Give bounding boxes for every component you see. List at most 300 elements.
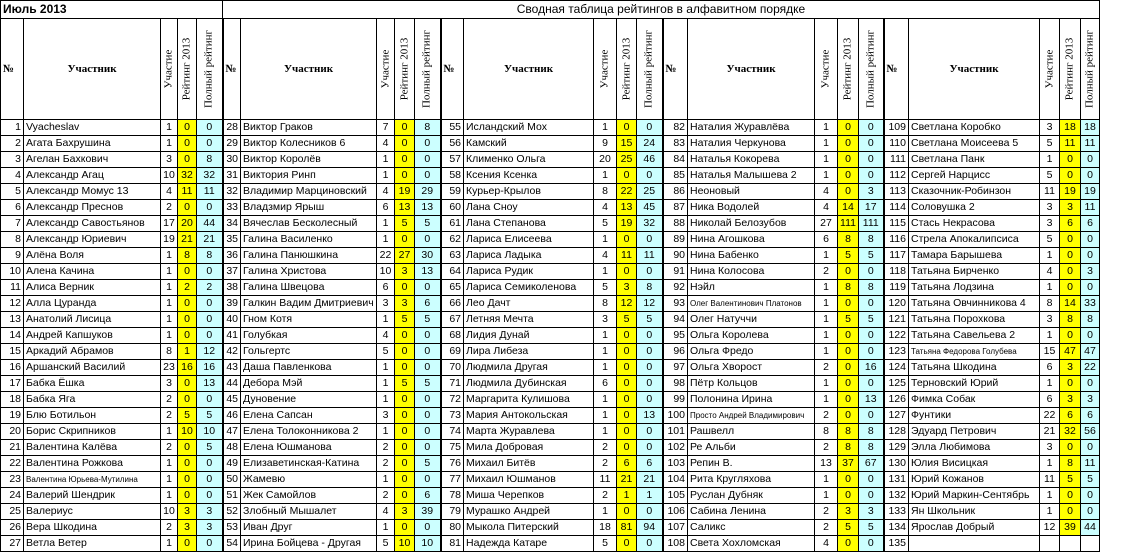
row-number: 83 bbox=[663, 136, 688, 152]
participant-name: Вера Шкодина bbox=[24, 520, 161, 536]
participation-count: 1 bbox=[377, 424, 395, 440]
rating-2013: 0 bbox=[395, 344, 415, 360]
participation-count: 18 bbox=[594, 520, 617, 536]
full-rating: 33 bbox=[1081, 296, 1100, 312]
participation-count: 1 bbox=[377, 376, 395, 392]
row-number: 131 bbox=[884, 472, 909, 488]
full-rating: 8 bbox=[859, 232, 884, 248]
row-number: 92 bbox=[663, 280, 688, 296]
full-rating: 3 bbox=[859, 504, 884, 520]
participation-count: 1 bbox=[815, 248, 838, 264]
table-row bbox=[1, 520, 1100, 536]
full-rating: 0 bbox=[415, 520, 441, 536]
full-rating: 0 bbox=[415, 344, 441, 360]
participant-name: Мила Добровая bbox=[464, 440, 594, 456]
rating-2013: 0 bbox=[617, 440, 637, 456]
participant-name: Татьяна Савельева 2 bbox=[909, 328, 1040, 344]
participation-count: 1 bbox=[161, 296, 178, 312]
row-number: 123 bbox=[884, 344, 909, 360]
rating-2013: 19 bbox=[395, 184, 415, 200]
row-number: 24 bbox=[1, 488, 24, 504]
row-number: 81 bbox=[441, 536, 464, 552]
participant-name: Марта Журавлева bbox=[464, 424, 594, 440]
participation-count: 1 bbox=[161, 120, 178, 136]
full-rating: 1 bbox=[637, 488, 663, 504]
row-number: 73 bbox=[441, 408, 464, 424]
participation-count: 5 bbox=[1040, 136, 1060, 152]
header-total bbox=[415, 19, 441, 120]
participation-count: 1 bbox=[377, 216, 395, 232]
row-number: 78 bbox=[441, 488, 464, 504]
row-number: 10 bbox=[1, 264, 24, 280]
participant-name: Виктор Королёв bbox=[241, 152, 377, 168]
participation-count: 1 bbox=[815, 120, 838, 136]
participation-count: 1 bbox=[377, 232, 395, 248]
rating-2013: 37 bbox=[838, 456, 859, 472]
full-rating: 0 bbox=[197, 200, 223, 216]
rating-2013: 0 bbox=[838, 392, 859, 408]
participation-count: 1 bbox=[594, 120, 617, 136]
table-row bbox=[1, 488, 1100, 504]
row-number: 26 bbox=[1, 520, 24, 536]
rating-2013: 0 bbox=[395, 360, 415, 376]
participant-name: Гном Котя bbox=[241, 312, 377, 328]
row-number: 67 bbox=[441, 312, 464, 328]
full-rating: 44 bbox=[1081, 520, 1100, 536]
participation-count: 3 bbox=[594, 312, 617, 328]
participant-name bbox=[909, 536, 1040, 552]
participant-name: Камский bbox=[464, 136, 594, 152]
rating-2013: 0 bbox=[617, 392, 637, 408]
header-total bbox=[859, 19, 884, 120]
participant-name: Нэйл bbox=[688, 280, 815, 296]
rating-2013: 13 bbox=[617, 200, 637, 216]
table-row bbox=[1, 344, 1100, 360]
rating-2013: 0 bbox=[838, 408, 859, 424]
header-participation-label: Участие bbox=[379, 49, 391, 89]
row-number: 25 bbox=[1, 504, 24, 520]
participation-count: 10 bbox=[377, 264, 395, 280]
participant-name: Владимир Марциновский bbox=[241, 184, 377, 200]
header-num: № bbox=[223, 19, 241, 120]
participation-count: 1 bbox=[815, 152, 838, 168]
row-number: 113 bbox=[884, 184, 909, 200]
row-number: 14 bbox=[1, 328, 24, 344]
table-row bbox=[1, 136, 1100, 152]
full-rating: 0 bbox=[859, 488, 884, 504]
full-rating: 44 bbox=[197, 216, 223, 232]
row-number: 93 bbox=[663, 296, 688, 312]
participant-name: Татьяна Овчинникова 4 bbox=[909, 296, 1040, 312]
row-number: 64 bbox=[441, 264, 464, 280]
participant-name: Светлана Моисеева 5 bbox=[909, 136, 1040, 152]
full-rating: 0 bbox=[415, 424, 441, 440]
participant-name: Надежда Катаре bbox=[464, 536, 594, 552]
row-number: 130 bbox=[884, 456, 909, 472]
row-number: 16 bbox=[1, 360, 24, 376]
row-number: 41 bbox=[223, 328, 241, 344]
full-rating: 8 bbox=[197, 152, 223, 168]
row-number: 109 bbox=[884, 120, 909, 136]
participant-name: Татьяна Порохкова bbox=[909, 312, 1040, 328]
row-number: 2 bbox=[1, 136, 24, 152]
rating-2013: 0 bbox=[1060, 504, 1081, 520]
participation-count: 1 bbox=[377, 312, 395, 328]
rating-2013: 8 bbox=[838, 232, 859, 248]
rating-2013: 22 bbox=[617, 184, 637, 200]
row-number: 110 bbox=[884, 136, 909, 152]
rating-2013: 0 bbox=[178, 536, 197, 552]
full-rating: 12 bbox=[197, 344, 223, 360]
row-number: 33 bbox=[223, 200, 241, 216]
header-rating-label: Рейтинг 2013 bbox=[180, 37, 193, 101]
full-rating: 0 bbox=[197, 120, 223, 136]
participation-count: 1 bbox=[377, 360, 395, 376]
participant-name: Бабка Яга bbox=[24, 392, 161, 408]
participant-name: Александр Агац bbox=[24, 168, 161, 184]
full-rating: 10 bbox=[197, 424, 223, 440]
rating-2013: 0 bbox=[178, 200, 197, 216]
full-rating: 3 bbox=[859, 184, 884, 200]
participant-name: Галина Василенко bbox=[241, 232, 377, 248]
header-participation bbox=[377, 19, 395, 120]
rating-2013: 0 bbox=[617, 504, 637, 520]
rating-2013: 3 bbox=[395, 504, 415, 520]
row-number: 30 bbox=[223, 152, 241, 168]
full-rating: 0 bbox=[415, 392, 441, 408]
header-participation bbox=[1040, 19, 1060, 120]
row-number: 12 bbox=[1, 296, 24, 312]
full-rating: 0 bbox=[197, 136, 223, 152]
participant-name: Клименко Ольга bbox=[464, 152, 594, 168]
full-rating: 0 bbox=[415, 232, 441, 248]
participation-count: 5 bbox=[594, 216, 617, 232]
table-row bbox=[1, 376, 1100, 392]
header-total bbox=[197, 19, 223, 120]
month-title: Июль 2013 bbox=[1, 1, 223, 19]
full-rating bbox=[1081, 536, 1100, 552]
participation-count: 4 bbox=[594, 248, 617, 264]
row-number: 135 bbox=[884, 536, 909, 552]
rating-2013: 0 bbox=[838, 344, 859, 360]
row-number: 91 bbox=[663, 264, 688, 280]
participation-count: 4 bbox=[377, 136, 395, 152]
header-num: № bbox=[1, 19, 24, 120]
row-number: 77 bbox=[441, 472, 464, 488]
participation-count: 3 bbox=[377, 296, 395, 312]
participant-name: Летняя Мечта bbox=[464, 312, 594, 328]
row-number: 47 bbox=[223, 424, 241, 440]
table-row bbox=[1, 168, 1100, 184]
participation-count: 2 bbox=[161, 200, 178, 216]
participation-count: 1 bbox=[161, 328, 178, 344]
rating-2013: 0 bbox=[395, 232, 415, 248]
full-rating: 0 bbox=[637, 392, 663, 408]
participant-name: Лариса Елисеева bbox=[464, 232, 594, 248]
full-rating: 6 bbox=[1081, 408, 1100, 424]
row-number: 74 bbox=[441, 424, 464, 440]
participant-name: Ника Водолей bbox=[688, 200, 815, 216]
rating-2013: 0 bbox=[1060, 232, 1081, 248]
row-number: 96 bbox=[663, 344, 688, 360]
participant-name: Голубкая bbox=[241, 328, 377, 344]
row-number: 13 bbox=[1, 312, 24, 328]
participant-name: Владзмир Ярыш bbox=[241, 200, 377, 216]
row-number: 56 bbox=[441, 136, 464, 152]
participant-name: Светлана Панк bbox=[909, 152, 1040, 168]
rating-2013: 27 bbox=[395, 248, 415, 264]
participation-count: 1 bbox=[377, 472, 395, 488]
participant-name: Ян Школьник bbox=[909, 504, 1040, 520]
participation-count: 1 bbox=[1040, 248, 1060, 264]
row-number: 49 bbox=[223, 456, 241, 472]
participant-name: Пётр Кольцов bbox=[688, 376, 815, 392]
participant-name: Наталия Черкунова bbox=[688, 136, 815, 152]
full-rating: 0 bbox=[859, 136, 884, 152]
row-number: 36 bbox=[223, 248, 241, 264]
full-rating: 13 bbox=[637, 408, 663, 424]
participant-name: Лира Либеза bbox=[464, 344, 594, 360]
participation-count: 23 bbox=[161, 360, 178, 376]
full-rating: 0 bbox=[1081, 152, 1100, 168]
row-number: 65 bbox=[441, 280, 464, 296]
participation-count: 1 bbox=[161, 264, 178, 280]
full-rating: 0 bbox=[859, 264, 884, 280]
row-number: 114 bbox=[884, 200, 909, 216]
rating-2013: 14 bbox=[1060, 296, 1081, 312]
table-row bbox=[1, 408, 1100, 424]
full-rating: 0 bbox=[859, 536, 884, 552]
rating-2013: 19 bbox=[617, 216, 637, 232]
participation-count: 2 bbox=[377, 456, 395, 472]
rating-2013: 0 bbox=[395, 392, 415, 408]
full-rating: 45 bbox=[637, 200, 663, 216]
rating-2013: 0 bbox=[838, 488, 859, 504]
row-number: 103 bbox=[663, 456, 688, 472]
participant-name: Виктор Граков bbox=[241, 120, 377, 136]
participation-count: 10 bbox=[161, 504, 178, 520]
row-number: 119 bbox=[884, 280, 909, 296]
full-rating: 0 bbox=[415, 280, 441, 296]
participation-count: 4 bbox=[377, 184, 395, 200]
participant-name: Фунтики bbox=[909, 408, 1040, 424]
participant-name: Лариса Семиколенова bbox=[464, 280, 594, 296]
full-rating: 5 bbox=[415, 312, 441, 328]
rating-2013: 0 bbox=[395, 440, 415, 456]
full-rating: 11 bbox=[637, 248, 663, 264]
full-rating: 0 bbox=[859, 296, 884, 312]
participation-count: 1 bbox=[1040, 280, 1060, 296]
table-row bbox=[1, 424, 1100, 440]
rating-2013: 0 bbox=[395, 408, 415, 424]
participant-name: Алла Цуранда bbox=[24, 296, 161, 312]
participation-count: 5 bbox=[594, 536, 617, 552]
full-rating: 0 bbox=[197, 328, 223, 344]
participation-count: 10 bbox=[161, 168, 178, 184]
header-total bbox=[637, 19, 663, 120]
rating-2013: 2 bbox=[178, 280, 197, 296]
full-rating: 8 bbox=[1081, 312, 1100, 328]
participation-count: 1 bbox=[594, 328, 617, 344]
full-rating: 11 bbox=[1081, 136, 1100, 152]
rating-2013: 0 bbox=[617, 424, 637, 440]
full-rating: 5 bbox=[415, 216, 441, 232]
participation-count: 6 bbox=[594, 376, 617, 392]
header-participation-label: Участие bbox=[819, 49, 832, 89]
participation-count: 22 bbox=[1040, 408, 1060, 424]
rating-2013: 0 bbox=[1060, 280, 1081, 296]
full-rating: 8 bbox=[637, 280, 663, 296]
rating-2013: 5 bbox=[178, 408, 197, 424]
participant-name: Лидия Дунай bbox=[464, 328, 594, 344]
participation-count: 8 bbox=[594, 296, 617, 312]
header-total bbox=[1081, 19, 1100, 120]
participation-count: 5 bbox=[377, 344, 395, 360]
header-rating bbox=[838, 19, 859, 120]
row-number: 40 bbox=[223, 312, 241, 328]
rating-2013: 0 bbox=[178, 296, 197, 312]
participant-name: Ольга Королева bbox=[688, 328, 815, 344]
full-rating: 6 bbox=[415, 488, 441, 504]
participation-count: 2 bbox=[377, 440, 395, 456]
row-number: 45 bbox=[223, 392, 241, 408]
participation-count: 4 bbox=[815, 184, 838, 200]
table-row bbox=[1, 280, 1100, 296]
row-number: 5 bbox=[1, 184, 24, 200]
full-rating: 5 bbox=[197, 408, 223, 424]
participation-count: 1 bbox=[594, 264, 617, 280]
full-rating: 8 bbox=[859, 440, 884, 456]
full-rating: 11 bbox=[1081, 200, 1100, 216]
rating-2013: 32 bbox=[1060, 424, 1081, 440]
full-rating: 0 bbox=[859, 408, 884, 424]
rating-2013: 11 bbox=[178, 184, 197, 200]
participation-count: 1 bbox=[161, 312, 178, 328]
participant-name: Ирина Бойцева - Другая bbox=[241, 536, 377, 552]
header-total-label: Полный рейтинг bbox=[202, 29, 215, 109]
participation-count: 2 bbox=[161, 392, 178, 408]
participation-count: 13 bbox=[815, 456, 838, 472]
participant-name: Даша Павленкова bbox=[241, 360, 377, 376]
row-number: 125 bbox=[884, 376, 909, 392]
participant-name: Валентина Юрьева-Мутилина bbox=[24, 472, 161, 488]
row-number: 57 bbox=[441, 152, 464, 168]
row-number: 127 bbox=[884, 408, 909, 424]
row-number: 124 bbox=[884, 360, 909, 376]
row-number: 3 bbox=[1, 152, 24, 168]
full-rating: 5 bbox=[859, 248, 884, 264]
header-participant: Участник bbox=[464, 19, 594, 120]
row-number: 107 bbox=[663, 520, 688, 536]
full-rating: 0 bbox=[197, 312, 223, 328]
rating-2013: 0 bbox=[1060, 440, 1081, 456]
full-rating: 0 bbox=[415, 408, 441, 424]
row-number: 23 bbox=[1, 472, 24, 488]
participation-count: 1 bbox=[815, 472, 838, 488]
participation-count: 1 bbox=[1040, 328, 1060, 344]
header-num: № bbox=[663, 19, 688, 120]
participation-count: 1 bbox=[815, 168, 838, 184]
participant-name: Алиса Верник bbox=[24, 280, 161, 296]
full-rating: 0 bbox=[637, 424, 663, 440]
rating-2013: 0 bbox=[617, 376, 637, 392]
row-number: 87 bbox=[663, 200, 688, 216]
row-number: 52 bbox=[223, 504, 241, 520]
rating-2013: 0 bbox=[178, 488, 197, 504]
rating-2013: 0 bbox=[838, 168, 859, 184]
rating-2013: 0 bbox=[395, 328, 415, 344]
participant-name: Элла Любимова bbox=[909, 440, 1040, 456]
rating-2013: 0 bbox=[395, 424, 415, 440]
participant-name: Елизаветинская-Катина bbox=[241, 456, 377, 472]
rating-2013: 0 bbox=[838, 264, 859, 280]
full-rating: 11 bbox=[197, 184, 223, 200]
participation-count: 5 bbox=[1040, 232, 1060, 248]
full-rating: 11 bbox=[1081, 456, 1100, 472]
rating-2013: 0 bbox=[1060, 264, 1081, 280]
rating-2013: 0 bbox=[838, 184, 859, 200]
row-number: 101 bbox=[663, 424, 688, 440]
participant-name: Ветла Ветер bbox=[24, 536, 161, 552]
participation-count: 12 bbox=[1040, 520, 1060, 536]
participant-name: Неоновый bbox=[688, 184, 815, 200]
participation-count: 1 bbox=[161, 472, 178, 488]
full-rating: 0 bbox=[637, 264, 663, 280]
row-number: 7 bbox=[1, 216, 24, 232]
participation-count: 2 bbox=[815, 408, 838, 424]
header-rating-label: Рейтинг 2013 bbox=[841, 37, 854, 101]
participation-count: 8 bbox=[815, 424, 838, 440]
full-rating: 0 bbox=[415, 136, 441, 152]
header-total-label: Полный рейтинг bbox=[1083, 29, 1096, 109]
row-number: 85 bbox=[663, 168, 688, 184]
rating-2013: 0 bbox=[395, 456, 415, 472]
rating-2013: 5 bbox=[1060, 472, 1081, 488]
table-row bbox=[1, 504, 1100, 520]
participation-count: 4 bbox=[594, 200, 617, 216]
full-rating: 10 bbox=[415, 536, 441, 552]
participant-name: Алёна Воля bbox=[24, 248, 161, 264]
participant-name: Агелан Бахкович bbox=[24, 152, 161, 168]
participant-name: Дебора Мэй bbox=[241, 376, 377, 392]
participant-name: Виктория Ринп bbox=[241, 168, 377, 184]
header-participation-label: Участие bbox=[598, 49, 611, 89]
participation-count: 1 bbox=[1040, 504, 1060, 520]
full-rating: 13 bbox=[415, 200, 441, 216]
participant-name: Алена Качина bbox=[24, 264, 161, 280]
participation-count: 1 bbox=[594, 232, 617, 248]
rating-2013: 111 bbox=[838, 216, 859, 232]
participation-count: 1 bbox=[161, 248, 178, 264]
full-rating: 8 bbox=[415, 120, 441, 136]
participation-count: 1 bbox=[161, 280, 178, 296]
participant-name: Михаил Битёв bbox=[464, 456, 594, 472]
participant-name: Татьяна Федорова Голубева bbox=[909, 344, 1040, 360]
participation-count: 1 bbox=[161, 536, 178, 552]
participation-count: 1 bbox=[815, 376, 838, 392]
rating-2013: 0 bbox=[838, 120, 859, 136]
participant-name: Мария Антокольская bbox=[464, 408, 594, 424]
rating-2013: 3 bbox=[395, 296, 415, 312]
participant-name: Ольга Фредо bbox=[688, 344, 815, 360]
participant-name: Елена Толоконникова 2 bbox=[241, 424, 377, 440]
participant-name: Олег Валентинович Платонов bbox=[688, 296, 815, 312]
participant-name: Лариса Рудик bbox=[464, 264, 594, 280]
participation-count: 2 bbox=[815, 360, 838, 376]
participant-name: Лариса Ладыка bbox=[464, 248, 594, 264]
rating-2013: 0 bbox=[395, 152, 415, 168]
table-row bbox=[1, 152, 1100, 168]
